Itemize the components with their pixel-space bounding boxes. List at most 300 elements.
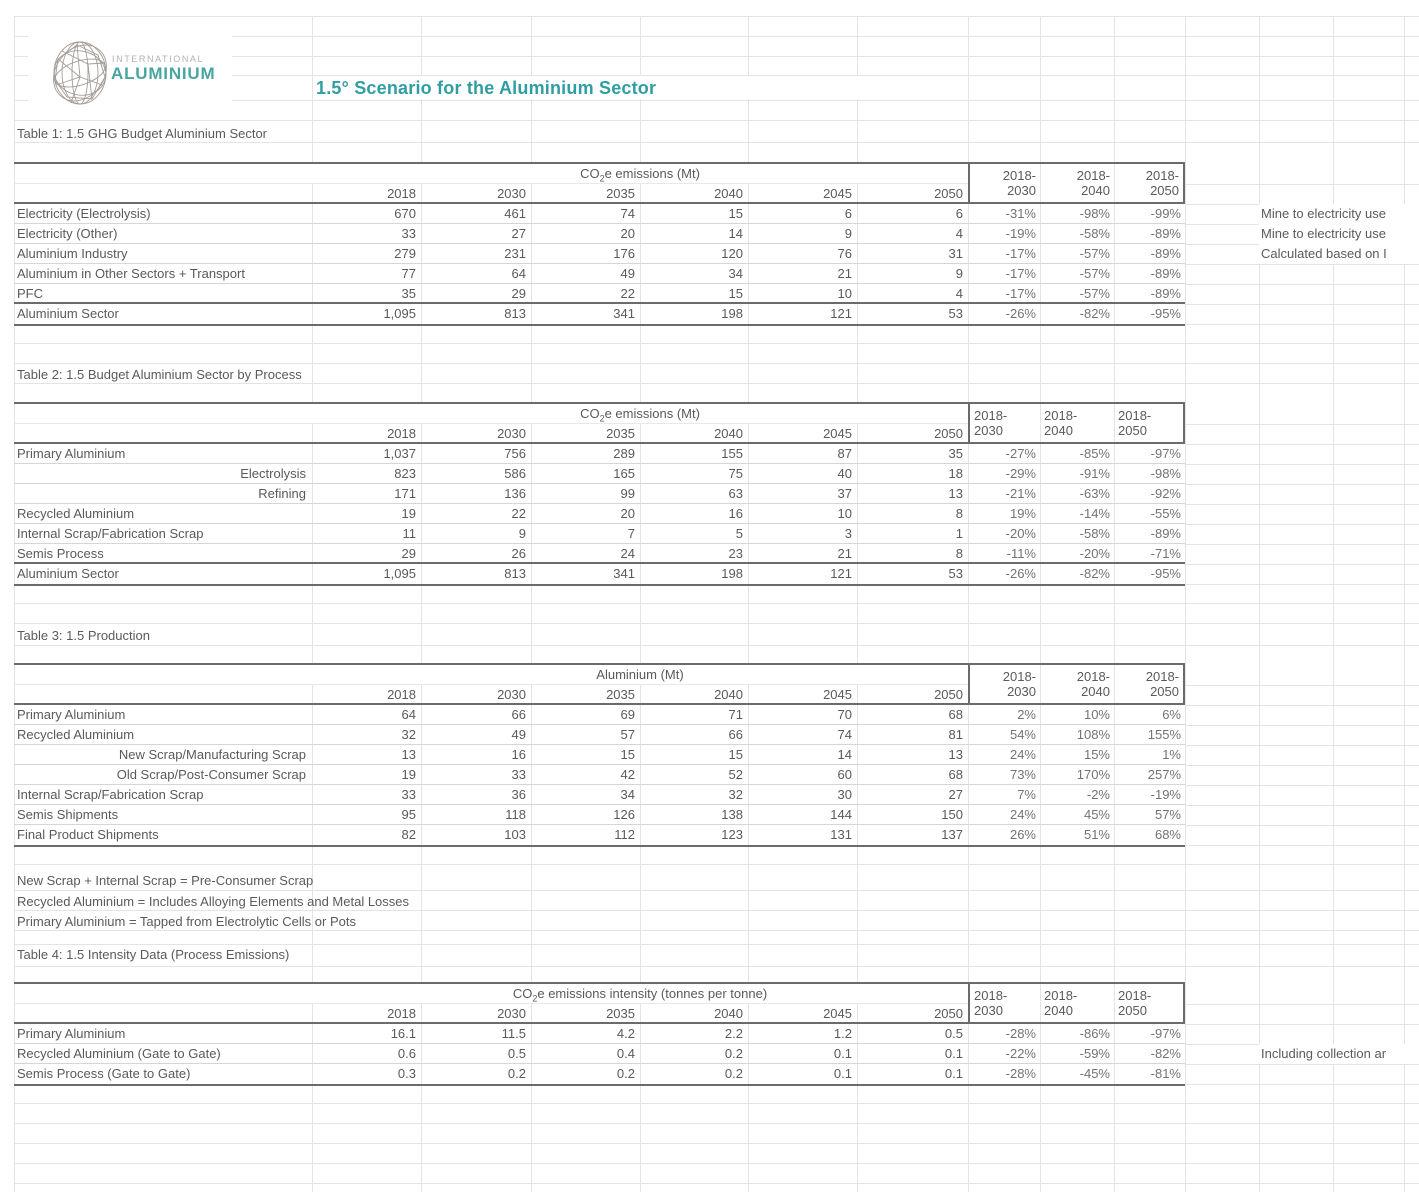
value-cell[interactable]: 0.1 bbox=[857, 1044, 968, 1064]
value-cell[interactable]: 29 bbox=[421, 284, 531, 304]
percent-cell[interactable]: -97% bbox=[1114, 444, 1185, 464]
unit-header[interactable]: $CO_2e$ emissions (Mt) bbox=[312, 404, 968, 424]
value-cell[interactable]: 0.2 bbox=[507, 1066, 526, 1081]
value-cell[interactable]: 33 bbox=[312, 224, 421, 244]
percent-cell[interactable]: 54% bbox=[968, 725, 1040, 745]
table-ghg-budget bbox=[14, 162, 1185, 326]
percent-cell[interactable]: -59% bbox=[1040, 1044, 1114, 1064]
gridline bbox=[14, 1143, 1419, 1144]
row-label[interactable]: Final Product Shipments bbox=[17, 827, 159, 842]
value-cell[interactable]: 82 bbox=[401, 827, 416, 842]
value-cell[interactable]: 15 bbox=[640, 284, 748, 304]
value-cell[interactable]: 68 bbox=[857, 705, 968, 725]
value-cell[interactable]: 69 bbox=[531, 705, 640, 725]
row-label[interactable]: Semis Process bbox=[14, 544, 312, 564]
value-cell[interactable]: 16 bbox=[421, 745, 531, 765]
year-header[interactable]: 2030 bbox=[421, 424, 531, 444]
value-cell[interactable]: 35 bbox=[312, 284, 421, 304]
row-label[interactable]: Primary Aluminium bbox=[14, 705, 312, 725]
value-cell[interactable]: 15 bbox=[531, 745, 640, 765]
year-header[interactable]: 2030 bbox=[421, 1004, 531, 1024]
percent-cell[interactable]: 108% bbox=[1040, 725, 1114, 745]
row-label[interactable]: Semis Shipments bbox=[14, 805, 312, 825]
value-cell[interactable]: 35 bbox=[857, 444, 968, 464]
delta-header[interactable]: 2018- 2050 bbox=[1114, 984, 1185, 1024]
row-label[interactable]: Recycled Aluminium bbox=[14, 725, 312, 745]
percent-cell[interactable]: 10% bbox=[1040, 705, 1114, 725]
value-cell[interactable]: 9 bbox=[857, 264, 968, 284]
value-cell[interactable]: 15 bbox=[640, 745, 748, 765]
table-caption-production[interactable]: Table 3: 1.5 Production bbox=[17, 628, 150, 643]
percent-cell[interactable]: -91% bbox=[1040, 464, 1114, 484]
header-empty-cell[interactable] bbox=[14, 404, 312, 424]
value-cell[interactable]: 34 bbox=[531, 785, 640, 805]
delta-header[interactable]: 2018- 2030 bbox=[968, 164, 1040, 204]
year-header[interactable]: 2018 bbox=[312, 685, 421, 705]
value-cell[interactable]: 57 bbox=[531, 725, 640, 745]
year-header[interactable]: 2050 bbox=[857, 685, 968, 705]
value-cell[interactable]: 76 bbox=[748, 244, 857, 264]
percent-cell[interactable]: -82% bbox=[1079, 306, 1110, 321]
row-label[interactable]: New Scrap/Manufacturing Scrap bbox=[14, 745, 312, 765]
value-cell[interactable]: 144 bbox=[748, 805, 857, 825]
value-cell[interactable]: 40 bbox=[748, 464, 857, 484]
gridline bbox=[14, 944, 1419, 945]
header-empty-cell[interactable] bbox=[14, 184, 312, 204]
value-cell[interactable]: 165 bbox=[531, 464, 640, 484]
value-cell[interactable]: 22 bbox=[421, 504, 531, 524]
value-cell[interactable]: 66 bbox=[421, 705, 531, 725]
percent-cell[interactable]: -19% bbox=[1114, 785, 1185, 805]
value-cell[interactable]: 0.2 bbox=[640, 1044, 748, 1064]
value-cell[interactable]: 64 bbox=[312, 705, 421, 725]
value-cell[interactable]: 0.2 bbox=[616, 1066, 635, 1081]
value-cell[interactable]: 1,095 bbox=[383, 306, 416, 321]
value-cell[interactable]: 53 bbox=[948, 566, 963, 581]
percent-cell[interactable]: 2% bbox=[968, 705, 1040, 725]
value-cell[interactable]: 19 bbox=[312, 504, 421, 524]
value-cell[interactable]: 150 bbox=[857, 805, 968, 825]
delta-header[interactable]: 2018- 2050 bbox=[1114, 404, 1185, 444]
value-cell[interactable]: 1,037 bbox=[312, 444, 421, 464]
percent-cell[interactable]: -26% bbox=[1005, 306, 1036, 321]
delta-header[interactable]: 2018- 2040 bbox=[1040, 665, 1114, 705]
value-cell[interactable]: 813 bbox=[504, 566, 526, 581]
percent-cell[interactable]: -81% bbox=[1150, 1066, 1181, 1081]
value-cell[interactable]: 19 bbox=[312, 765, 421, 785]
value-cell[interactable]: 121 bbox=[830, 566, 852, 581]
value-cell[interactable]: 16 bbox=[640, 504, 748, 524]
year-header[interactable]: 2035 bbox=[531, 184, 640, 204]
value-cell[interactable]: 14 bbox=[748, 745, 857, 765]
percent-cell[interactable]: -71% bbox=[1114, 544, 1185, 564]
year-header[interactable]: 2045 bbox=[748, 184, 857, 204]
delta-header[interactable]: 2018- 2050 bbox=[1114, 665, 1185, 705]
delta-header[interactable]: 2018- 2040 bbox=[1040, 984, 1114, 1024]
value-cell[interactable]: 137 bbox=[941, 827, 963, 842]
percent-cell[interactable]: -31% bbox=[968, 204, 1040, 224]
header-empty-cell[interactable] bbox=[14, 164, 312, 184]
value-cell[interactable]: 74 bbox=[748, 725, 857, 745]
percent-cell[interactable]: 24% bbox=[968, 805, 1040, 825]
percent-cell[interactable]: -17% bbox=[968, 244, 1040, 264]
footnote[interactable]: Recycled Aluminium = Includes Alloying Elements and Metal Losses bbox=[17, 894, 410, 909]
value-cell[interactable]: 4.2 bbox=[531, 1024, 640, 1044]
value-cell[interactable]: 21 bbox=[748, 544, 857, 564]
row-note[interactable]: Calculated based on I bbox=[1261, 246, 1387, 261]
percent-cell[interactable]: -85% bbox=[1040, 444, 1114, 464]
brand-line1: INTERNATIONAL bbox=[112, 54, 205, 64]
value-cell[interactable]: 0.2 bbox=[724, 1066, 743, 1081]
percent-cell[interactable]: 7% bbox=[968, 785, 1040, 805]
year-header[interactable]: 2045 bbox=[748, 424, 857, 444]
value-cell[interactable]: 823 bbox=[312, 464, 421, 484]
value-cell[interactable]: 70 bbox=[748, 705, 857, 725]
value-cell[interactable]: 52 bbox=[640, 765, 748, 785]
percent-cell[interactable]: -22% bbox=[968, 1044, 1040, 1064]
value-cell[interactable]: 289 bbox=[531, 444, 640, 464]
percent-cell[interactable]: -92% bbox=[1114, 484, 1185, 504]
value-cell[interactable]: 20 bbox=[531, 504, 640, 524]
percent-cell[interactable]: -21% bbox=[968, 484, 1040, 504]
percent-cell[interactable]: -97% bbox=[1114, 1024, 1185, 1044]
year-header[interactable]: 2035 bbox=[531, 685, 640, 705]
percent-cell[interactable]: -98% bbox=[1114, 464, 1185, 484]
row-label[interactable]: Recycled Aluminium (Gate to Gate) bbox=[14, 1044, 312, 1064]
value-cell[interactable]: 66 bbox=[640, 725, 748, 745]
value-cell[interactable]: 198 bbox=[721, 566, 743, 581]
value-cell[interactable]: 74 bbox=[531, 204, 640, 224]
value-cell[interactable]: 0.6 bbox=[312, 1044, 421, 1064]
percent-cell[interactable]: 170% bbox=[1040, 765, 1114, 785]
value-cell[interactable]: 0.1 bbox=[833, 1066, 852, 1081]
value-cell[interactable]: 1.2 bbox=[748, 1024, 857, 1044]
value-cell[interactable]: 37 bbox=[748, 484, 857, 504]
percent-cell[interactable]: -17% bbox=[968, 264, 1040, 284]
value-cell[interactable]: 27 bbox=[857, 785, 968, 805]
year-header[interactable]: 2030 bbox=[421, 184, 531, 204]
percent-cell[interactable]: -17% bbox=[968, 284, 1040, 304]
row-label[interactable]: Aluminium Sector bbox=[17, 566, 119, 581]
unit-subscript: 2 bbox=[599, 413, 605, 424]
percent-cell[interactable]: -86% bbox=[1040, 1024, 1114, 1044]
percent-cell[interactable]: -29% bbox=[968, 464, 1040, 484]
value-cell[interactable]: 81 bbox=[857, 725, 968, 745]
percent-cell[interactable]: -89% bbox=[1114, 224, 1185, 244]
percent-cell[interactable]: 51% bbox=[1083, 827, 1110, 842]
row-label[interactable]: PFC bbox=[14, 284, 312, 304]
value-cell[interactable]: 11.5 bbox=[421, 1024, 531, 1044]
delta-header[interactable]: 2018- 2050 bbox=[1114, 164, 1185, 204]
value-cell[interactable]: 18 bbox=[857, 464, 968, 484]
value-cell[interactable]: 155 bbox=[640, 444, 748, 464]
value-cell[interactable]: 71 bbox=[640, 705, 748, 725]
percent-cell[interactable]: 24% bbox=[968, 745, 1040, 765]
value-cell[interactable]: 341 bbox=[613, 306, 635, 321]
value-cell[interactable]: 13 bbox=[312, 745, 421, 765]
percent-cell[interactable]: -98% bbox=[1040, 204, 1114, 224]
value-cell[interactable]: 0.1 bbox=[748, 1044, 857, 1064]
percent-cell[interactable]: 57% bbox=[1114, 805, 1185, 825]
value-cell[interactable]: 8 bbox=[857, 544, 968, 564]
value-cell[interactable]: 53 bbox=[948, 306, 963, 321]
percent-cell[interactable]: 45% bbox=[1040, 805, 1114, 825]
table-caption-intensity[interactable]: Table 4: 1.5 Intensity Data (Process Emissions) bbox=[17, 947, 290, 962]
value-cell[interactable]: 279 bbox=[312, 244, 421, 264]
year-header[interactable]: 2040 bbox=[640, 184, 748, 204]
year-header[interactable]: 2035 bbox=[531, 1004, 640, 1024]
value-cell[interactable]: 3 bbox=[748, 524, 857, 544]
value-cell[interactable]: 0.5 bbox=[421, 1044, 531, 1064]
value-cell[interactable]: 36 bbox=[421, 785, 531, 805]
percent-cell[interactable]: -82% bbox=[1079, 566, 1110, 581]
value-cell[interactable]: 138 bbox=[640, 805, 748, 825]
percent-cell[interactable]: 155% bbox=[1114, 725, 1185, 745]
percent-cell[interactable]: -57% bbox=[1040, 264, 1114, 284]
percent-cell[interactable]: 68% bbox=[1154, 827, 1181, 842]
percent-cell[interactable]: -89% bbox=[1114, 284, 1185, 304]
value-cell[interactable]: 32 bbox=[640, 785, 748, 805]
year-header[interactable]: 2050 bbox=[857, 184, 968, 204]
value-cell[interactable]: 22 bbox=[531, 284, 640, 304]
delta-header[interactable]: 2018- 2030 bbox=[968, 984, 1040, 1024]
year-header[interactable]: 2030 bbox=[421, 685, 531, 705]
row-label[interactable]: Internal Scrap/Fabrication Scrap bbox=[14, 785, 312, 805]
value-cell[interactable]: 112 bbox=[614, 827, 635, 842]
value-cell[interactable]: 171 bbox=[312, 484, 421, 504]
value-cell[interactable]: 5 bbox=[640, 524, 748, 544]
value-cell[interactable]: 42 bbox=[531, 765, 640, 785]
row-label[interactable]: Aluminium in Other Sectors + Transport bbox=[14, 264, 312, 284]
year-header[interactable]: 2040 bbox=[640, 424, 748, 444]
row-label[interactable]: Aluminium Sector bbox=[17, 306, 119, 321]
value-cell[interactable]: 123 bbox=[721, 827, 743, 842]
gridline bbox=[14, 623, 1419, 624]
gridline bbox=[1186, 745, 1419, 746]
percent-cell[interactable]: -28% bbox=[1005, 1066, 1036, 1081]
row-label[interactable]: Old Scrap/Post-Consumer Scrap bbox=[14, 765, 312, 785]
row-label[interactable]: Aluminium Industry bbox=[14, 244, 312, 264]
year-header[interactable]: 2018 bbox=[312, 184, 421, 204]
footnote[interactable]: Primary Aluminium = Tapped from Electrolytic Cells or Pots bbox=[17, 914, 356, 929]
value-cell[interactable]: 13 bbox=[857, 484, 968, 504]
value-cell[interactable]: 32 bbox=[312, 725, 421, 745]
value-cell[interactable]: 9 bbox=[748, 224, 857, 244]
value-cell[interactable]: 23 bbox=[640, 544, 748, 564]
unit-header[interactable]: $CO_2e$ emissions intensity (tonnes per tonne) bbox=[312, 984, 968, 1004]
percent-cell[interactable]: -82% bbox=[1114, 1044, 1185, 1064]
row-note[interactable]: Including collection ar bbox=[1261, 1046, 1387, 1061]
delta-header[interactable]: 2018- 2030 bbox=[968, 404, 1040, 444]
value-cell[interactable]: 461 bbox=[421, 204, 531, 224]
value-cell[interactable]: 0.5 bbox=[857, 1024, 968, 1044]
unit-header[interactable]: $CO_2e$ emissions (Mt) bbox=[312, 164, 968, 184]
year-header[interactable]: 2040 bbox=[640, 1004, 748, 1024]
percent-cell[interactable]: -89% bbox=[1114, 244, 1185, 264]
percent-cell[interactable]: -95% bbox=[1150, 566, 1181, 581]
value-cell[interactable]: 131 bbox=[830, 827, 852, 842]
value-cell[interactable]: 136 bbox=[421, 484, 531, 504]
table-production bbox=[14, 663, 1185, 847]
row-label[interactable]: Recycled Aluminium bbox=[14, 504, 312, 524]
row-label[interactable]: Primary Aluminium bbox=[14, 1024, 312, 1044]
header-empty-cell[interactable] bbox=[14, 984, 312, 1004]
value-cell[interactable]: 10 bbox=[748, 284, 857, 304]
percent-cell[interactable]: -19% bbox=[968, 224, 1040, 244]
value-cell[interactable]: 2.2 bbox=[640, 1024, 748, 1044]
percent-cell[interactable]: -20% bbox=[1040, 544, 1114, 564]
row-label[interactable]: Semis Process (Gate to Gate) bbox=[17, 1066, 191, 1081]
value-cell[interactable]: 64 bbox=[421, 264, 531, 284]
delta-header[interactable]: 2018- 2030 bbox=[968, 665, 1040, 705]
header-empty-cell[interactable] bbox=[14, 665, 312, 685]
value-cell[interactable]: 126 bbox=[531, 805, 640, 825]
value-cell[interactable]: 21 bbox=[748, 264, 857, 284]
value-cell[interactable]: 68 bbox=[857, 765, 968, 785]
value-cell[interactable]: 31 bbox=[857, 244, 968, 264]
value-cell[interactable]: 60 bbox=[748, 765, 857, 785]
percent-cell[interactable]: -58% bbox=[1040, 524, 1114, 544]
percent-cell[interactable]: -55% bbox=[1114, 504, 1185, 524]
percent-cell[interactable]: 26% bbox=[1009, 827, 1036, 842]
row-note[interactable]: Mine to electricity use bbox=[1261, 226, 1386, 241]
gridline bbox=[14, 343, 1419, 344]
value-cell[interactable]: 15 bbox=[640, 204, 748, 224]
value-cell[interactable]: 8 bbox=[857, 504, 968, 524]
percent-cell[interactable]: 73% bbox=[968, 765, 1040, 785]
value-cell[interactable]: 1,095 bbox=[383, 566, 416, 581]
percent-cell[interactable]: -89% bbox=[1114, 524, 1185, 544]
unit-header[interactable] bbox=[312, 665, 968, 685]
value-cell[interactable]: 24 bbox=[531, 544, 640, 564]
row-note[interactable]: Mine to electricity use bbox=[1261, 206, 1386, 221]
footnote[interactable]: New Scrap + Internal Scrap = Pre-Consumer Scrap bbox=[17, 873, 314, 888]
value-cell[interactable]: 121 bbox=[830, 306, 852, 321]
year-header[interactable]: 2045 bbox=[748, 1004, 857, 1024]
percent-cell[interactable]: 6% bbox=[1114, 705, 1185, 725]
row-label[interactable]: Refining bbox=[14, 484, 312, 504]
value-cell[interactable]: 29 bbox=[312, 544, 421, 564]
percent-cell[interactable]: -89% bbox=[1114, 264, 1185, 284]
value-cell[interactable]: 13 bbox=[857, 745, 968, 765]
value-cell[interactable]: 33 bbox=[312, 785, 421, 805]
value-cell[interactable]: 4 bbox=[857, 224, 968, 244]
row-label[interactable]: Internal Scrap/Fabrication Scrap bbox=[14, 524, 312, 544]
page-title[interactable]: 1.5° Scenario for the Aluminium Sector bbox=[316, 78, 657, 98]
value-cell[interactable]: 16.1 bbox=[312, 1024, 421, 1044]
value-cell[interactable]: 7 bbox=[531, 524, 640, 544]
value-cell[interactable]: 14 bbox=[640, 224, 748, 244]
table-caption-ghg-budget[interactable]: Table 1: 1.5 GHG Budget Aluminium Sector bbox=[17, 126, 268, 141]
year-header[interactable]: 2018 bbox=[312, 424, 421, 444]
value-cell[interactable]: 99 bbox=[531, 484, 640, 504]
delta-header[interactable]: 2018- 2040 bbox=[1040, 164, 1114, 204]
value-cell[interactable]: 4 bbox=[857, 284, 968, 304]
percent-cell[interactable]: 1% bbox=[1114, 745, 1185, 765]
year-header[interactable]: 2040 bbox=[640, 685, 748, 705]
value-cell[interactable]: 6 bbox=[857, 204, 968, 224]
value-cell[interactable]: 176 bbox=[531, 244, 640, 264]
value-cell[interactable]: 586 bbox=[421, 464, 531, 484]
value-cell[interactable]: 49 bbox=[421, 725, 531, 745]
value-cell[interactable]: 6 bbox=[748, 204, 857, 224]
value-cell[interactable]: 1 bbox=[857, 524, 968, 544]
value-cell[interactable]: 670 bbox=[312, 204, 421, 224]
percent-cell[interactable]: -63% bbox=[1040, 484, 1114, 504]
value-cell[interactable]: 11 bbox=[312, 524, 421, 544]
value-cell[interactable]: 95 bbox=[312, 805, 421, 825]
percent-cell[interactable]: -14% bbox=[1040, 504, 1114, 524]
row-label[interactable]: Electricity (Other) bbox=[14, 224, 312, 244]
table-caption-budget-by-process[interactable]: Table 2: 1.5 Budget Aluminium Sector by Process bbox=[17, 367, 302, 382]
header-empty-cell[interactable] bbox=[14, 685, 312, 705]
value-cell[interactable]: 27 bbox=[421, 224, 531, 244]
header-empty-cell[interactable] bbox=[14, 424, 312, 444]
value-cell[interactable]: 231 bbox=[421, 244, 531, 264]
percent-cell[interactable]: -57% bbox=[1040, 244, 1114, 264]
percent-cell[interactable]: -26% bbox=[1005, 566, 1036, 581]
value-cell[interactable]: 33 bbox=[421, 765, 531, 785]
row-label[interactable]: Electricity (Electrolysis) bbox=[14, 204, 312, 224]
value-cell[interactable]: 77 bbox=[312, 264, 421, 284]
value-cell[interactable]: 118 bbox=[421, 805, 531, 825]
value-cell[interactable]: 20 bbox=[531, 224, 640, 244]
value-cell[interactable]: 198 bbox=[721, 306, 743, 321]
percent-cell[interactable]: 15% bbox=[1040, 745, 1114, 765]
value-cell[interactable]: 63 bbox=[640, 484, 748, 504]
value-cell[interactable]: 49 bbox=[531, 264, 640, 284]
percent-cell[interactable]: -99% bbox=[1114, 204, 1185, 224]
percent-cell[interactable]: 257% bbox=[1114, 765, 1185, 785]
value-cell[interactable]: 75 bbox=[640, 464, 748, 484]
delta-header[interactable]: 2018- 2040 bbox=[1040, 404, 1114, 444]
value-cell[interactable]: 9 bbox=[421, 524, 531, 544]
percent-cell[interactable]: -11% bbox=[968, 544, 1040, 564]
header-empty-cell[interactable] bbox=[14, 1004, 312, 1024]
value-cell[interactable]: 813 bbox=[504, 306, 526, 321]
value-cell[interactable]: 341 bbox=[613, 566, 635, 581]
value-cell[interactable]: 756 bbox=[421, 444, 531, 464]
percent-cell[interactable]: -20% bbox=[968, 524, 1040, 544]
percent-cell[interactable]: -28% bbox=[968, 1024, 1040, 1044]
value-cell[interactable]: 0.4 bbox=[531, 1044, 640, 1064]
value-cell[interactable]: 87 bbox=[748, 444, 857, 464]
percent-cell[interactable]: -95% bbox=[1150, 306, 1181, 321]
gridline bbox=[14, 142, 1419, 143]
percent-cell[interactable]: 19% bbox=[968, 504, 1040, 524]
percent-cell[interactable]: -57% bbox=[1040, 284, 1114, 304]
year-header[interactable]: 2045 bbox=[748, 685, 857, 705]
percent-cell[interactable]: -58% bbox=[1040, 224, 1114, 244]
value-cell[interactable]: 120 bbox=[640, 244, 748, 264]
value-cell[interactable]: 103 bbox=[504, 827, 526, 842]
row-label[interactable]: Electrolysis bbox=[14, 464, 312, 484]
year-header[interactable]: 2050 bbox=[857, 1004, 968, 1024]
year-header[interactable]: 2050 bbox=[857, 424, 968, 444]
value-cell[interactable]: 26 bbox=[421, 544, 531, 564]
row-label[interactable]: Primary Aluminium bbox=[14, 444, 312, 464]
percent-cell[interactable]: -27% bbox=[968, 444, 1040, 464]
value-cell[interactable]: 0.1 bbox=[944, 1066, 963, 1081]
value-cell[interactable]: 34 bbox=[640, 264, 748, 284]
value-cell[interactable]: 10 bbox=[748, 504, 857, 524]
value-cell[interactable]: 30 bbox=[748, 785, 857, 805]
value-cell[interactable]: 0.3 bbox=[397, 1066, 416, 1081]
percent-cell[interactable]: -2% bbox=[1040, 785, 1114, 805]
year-header[interactable]: 2035 bbox=[531, 424, 640, 444]
percent-cell[interactable]: -45% bbox=[1079, 1066, 1110, 1081]
year-header[interactable]: 2018 bbox=[312, 1004, 421, 1024]
